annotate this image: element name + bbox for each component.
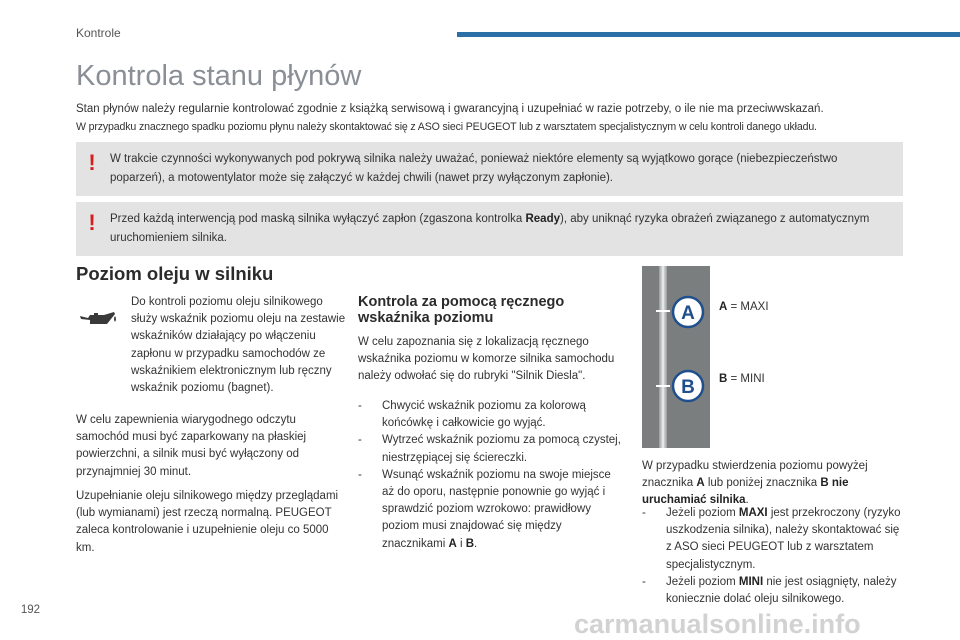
page-title: Kontrola stanu płynów — [76, 60, 362, 92]
list-item: - Chwycić wskaźnik poziomu za kolorową końcówkę i całkowicie go wyjąć. — [358, 400, 586, 430]
manual-intro: W celu zapoznania się z lokalizacją ręcznego wskaźnika poziomu w komorze silnika samochodu należy odwołać się do rubryki "Silnik Diesla". — [358, 336, 615, 383]
level-steps — [642, 505, 904, 608]
marker-b-label: B = MINI — [719, 373, 765, 385]
oil-paragraph-2: Uzupełnianie oleju silnikowego między przeglądami (lub wymianami) jest rzeczą normalną. PEUGEOT zaleca kontrolowanie i uzupełnienie oleju co 5000 km. — [76, 490, 339, 554]
dipstick-illustration — [642, 266, 710, 448]
warning-icon: ! — [88, 210, 96, 235]
warning-icon: ! — [88, 150, 96, 175]
intro-text-1: Stan płynów należy regularnie kontrolować zgodnie z książką serwisową i gwarancyjną i uzupełniać w razie potrzeby, o ile nie ma przeciwwskazań. — [76, 103, 824, 115]
page-number: 192 — [20, 604, 40, 616]
section-label: Kontrole — [76, 26, 121, 40]
oil-paragraph-1: W celu zapewnienia wiarygodnego odczytu samochód musi być zaparkowany na płaskiej powierzchni, a silnik musi być wyłączony od przynajmniej 30 minut. — [76, 414, 307, 478]
manual-steps — [358, 398, 623, 553]
warning-text: W trakcie czynności wykonywanych pod pokrywą silnika należy uważać, ponieważ niektóre elementy są wyjątkowo gorące (niebezpieczeństwo poparzeń), a motowentylator może się załączyć w każdej chwili (nawet przy wyłączonym zapłonie). — [110, 153, 838, 184]
oil-indicator-description: Do kontroli poziomu oleju silnikowego służy wskaźnik poziomu oleju na zestawie wskaźników działający po włączeniu zapłonu w przypadku samochodów ze wskaźnikiem elektronicznym lub ręczny wskaźnik poziomu (bagnet). — [131, 296, 346, 395]
marker-a-label: A = MAXI — [719, 301, 769, 313]
marker-b-letter: B — [681, 377, 695, 398]
section-heading-manual: Kontrola za pomocą ręcznego wskaźnika poziomu — [358, 294, 565, 326]
warning-box-2 — [76, 202, 903, 256]
warning-box-1 — [76, 142, 903, 196]
list-item: - Jeżeli poziom MINI nie jest osiągnięty, należy koniecznie dolać oleju silnikowego. — [642, 575, 897, 606]
level-warning-text: W przypadku stwierdzenia poziomu powyżej znacznika A lub poniżej znacznika B nie uruchamiać silnika. — [642, 460, 868, 507]
warning-text: Przed każdą interwencją pod maską silnika wyłączyć zapłon (zgaszona kontrolka Ready), aby uniknąć ryzyka obrażeń związanego z automatycznym uruchomieniem silnika. — [110, 213, 870, 244]
intro-text-2: W przypadku znacznego spadku poziomu płynu należy skontaktować się z ASO sieci PEUGEOT lub z warsztatem specjalistycznym w celu kontroli danego układu. — [76, 121, 817, 133]
marker-a-letter: A — [681, 303, 695, 324]
list-item: - Wytrzeć wskaźnik poziomu za pomocą czystej, niestrzępiącej się ściereczki. — [358, 434, 621, 464]
list-item: - Wsunąć wskaźnik poziomu na swoje miejsce aż do oporu, następnie ponownie go wyjąć i sprawdzić poziom wzrokowo: prawidłowy poziom musi znajdować się między znacznikami A i B. — [358, 468, 611, 550]
dipstick-drawing — [642, 266, 710, 448]
section-heading-oil: Poziom oleju w silniku — [76, 263, 274, 284]
list-item: - Jeżeli poziom MAXI jest przekroczony (ryzyko uszkodzenia silnika), należy skontaktować się z ASO sieci PEUGEOT lub z warsztatem specjalistycznym. — [642, 507, 901, 571]
oil-can-icon — [78, 310, 118, 328]
header-accent-bar — [457, 32, 960, 37]
ready-label: Ready — [525, 213, 561, 225]
watermark: carmanualsonline.info — [574, 609, 861, 639]
